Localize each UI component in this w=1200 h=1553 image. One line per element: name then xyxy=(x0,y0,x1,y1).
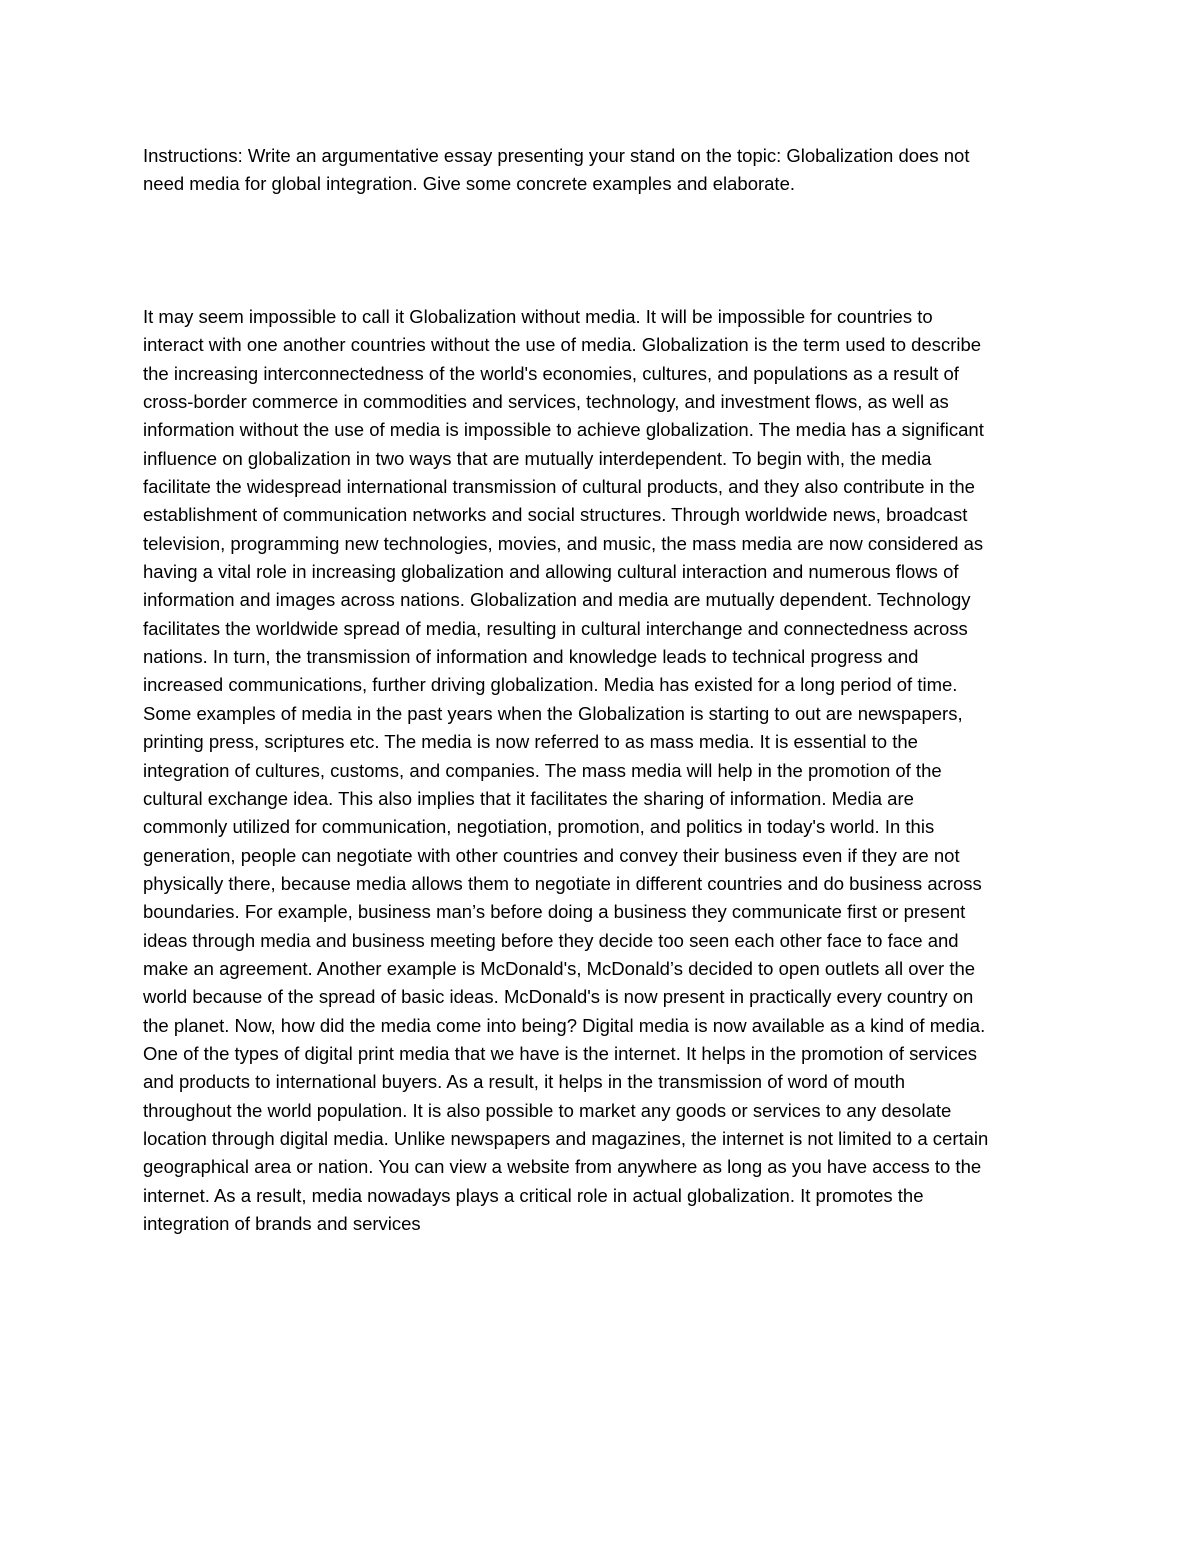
essay-line: integration of cultures, customs, and companies. The mass media will help in the promotion of the xyxy=(143,759,942,781)
essay-line: integration of brands and services xyxy=(143,1213,421,1234)
essay-line: information without the use of media is impossible to achieve globalization. The media has a significant xyxy=(143,419,984,441)
essay-line: influence on globalization in two ways that are mutually interdependent. To begin with, the media xyxy=(143,447,932,469)
essay-line: television, programming new technologies, movies, and music, the mass media are now considered as xyxy=(143,532,984,554)
essay-line: physically there, because media allows them to negotiate in different countries and do business across xyxy=(143,872,982,894)
essay-line: facilitates the worldwide spread of media, resulting in cultural interchange and connectedness across xyxy=(143,617,968,639)
essay-line: and products to international buyers. As a result, it helps in the transmission of word of mouth xyxy=(143,1071,905,1093)
essay-line: interact with one another countries without the use of media. Globalization is the term used to describe xyxy=(143,334,982,356)
essay-line: commonly utilized for communication, negotiation, promotion, and politics in today's world. In this xyxy=(143,816,935,838)
essay-line: nations. In turn, the transmission of information and knowledge leads to technical progress and xyxy=(143,646,919,668)
instructions-paragraph xyxy=(143,142,1058,199)
essay-line: having a vital role in increasing globalization and allowing cultural interaction and numerous flows of xyxy=(143,561,959,583)
essay-line: Some examples of media in the past years when the Globalization is starting to out are newspapers, xyxy=(143,702,963,724)
essay-line: the planet. Now, how did the media come into being? Digital media is now available as a kind of media. xyxy=(143,1014,986,1036)
essay-paragraph xyxy=(143,303,1058,1238)
essay-line: location through digital media. Unlike newspapers and magazines, the internet is not limited to a certain xyxy=(143,1127,989,1149)
essay-line: internet. As a result, media nowadays plays a critical role in actual globalization. It promotes the xyxy=(143,1184,924,1206)
essay-line: It may seem impossible to call it Globalization without media. It will be impossible for countries to xyxy=(143,306,933,327)
essay-line: printing press, scriptures etc. The media is now referred to as mass media. It is essential to the xyxy=(143,731,918,753)
essay-line: ideas through media and business meeting before they decide too seen each other face to face and xyxy=(143,929,959,951)
essay-line: information and images across nations. Globalization and media are mutually dependent. Technology xyxy=(143,589,971,611)
essay-line: the increasing interconnectedness of the world's economies, cultures, and populations as a result of xyxy=(143,362,959,384)
essay-line: throughout the world population. It is also possible to market any goods or services to any desolate xyxy=(143,1099,952,1121)
essay-line: boundaries. For example, business man’s before doing a business they communicate first or present xyxy=(143,901,966,923)
essay-line: make an agreement. Another example is McDonald's, McDonald’s decided to open outlets all over the xyxy=(143,957,976,979)
essay-line: cultural exchange idea. This also implies that it facilitates the sharing of information. Media are xyxy=(143,787,914,809)
instructions-line: need media for global integration. Give some concrete examples and elaborate. xyxy=(143,173,795,195)
instructions-line: Instructions: Write an argumentative essay presenting your stand on the topic: Globalization does not xyxy=(143,145,970,166)
essay-line: increased communications, further driving globalization. Media has existed for a long period of time. xyxy=(143,674,958,696)
essay-line: generation, people can negotiate with other countries and convey their business even if they are not xyxy=(143,844,960,866)
essay-line: cross-border commerce in commodities and services, technology, and investment flows, as well as xyxy=(143,391,949,413)
essay-line: facilitate the widespread international transmission of cultural products, and they also contribute in the xyxy=(143,476,975,498)
essay-line: establishment of communication networks and social structures. Through worldwide news, broadcast xyxy=(143,504,968,526)
essay-line: One of the types of digital print media that we have is the internet. It helps in the promotion of services xyxy=(143,1042,977,1064)
essay-line: world because of the spread of basic ideas. McDonald's is now present in practically every country on xyxy=(143,986,974,1008)
essay-line: geographical area or nation. You can view a website from anywhere as long as you have access to the xyxy=(143,1156,982,1178)
